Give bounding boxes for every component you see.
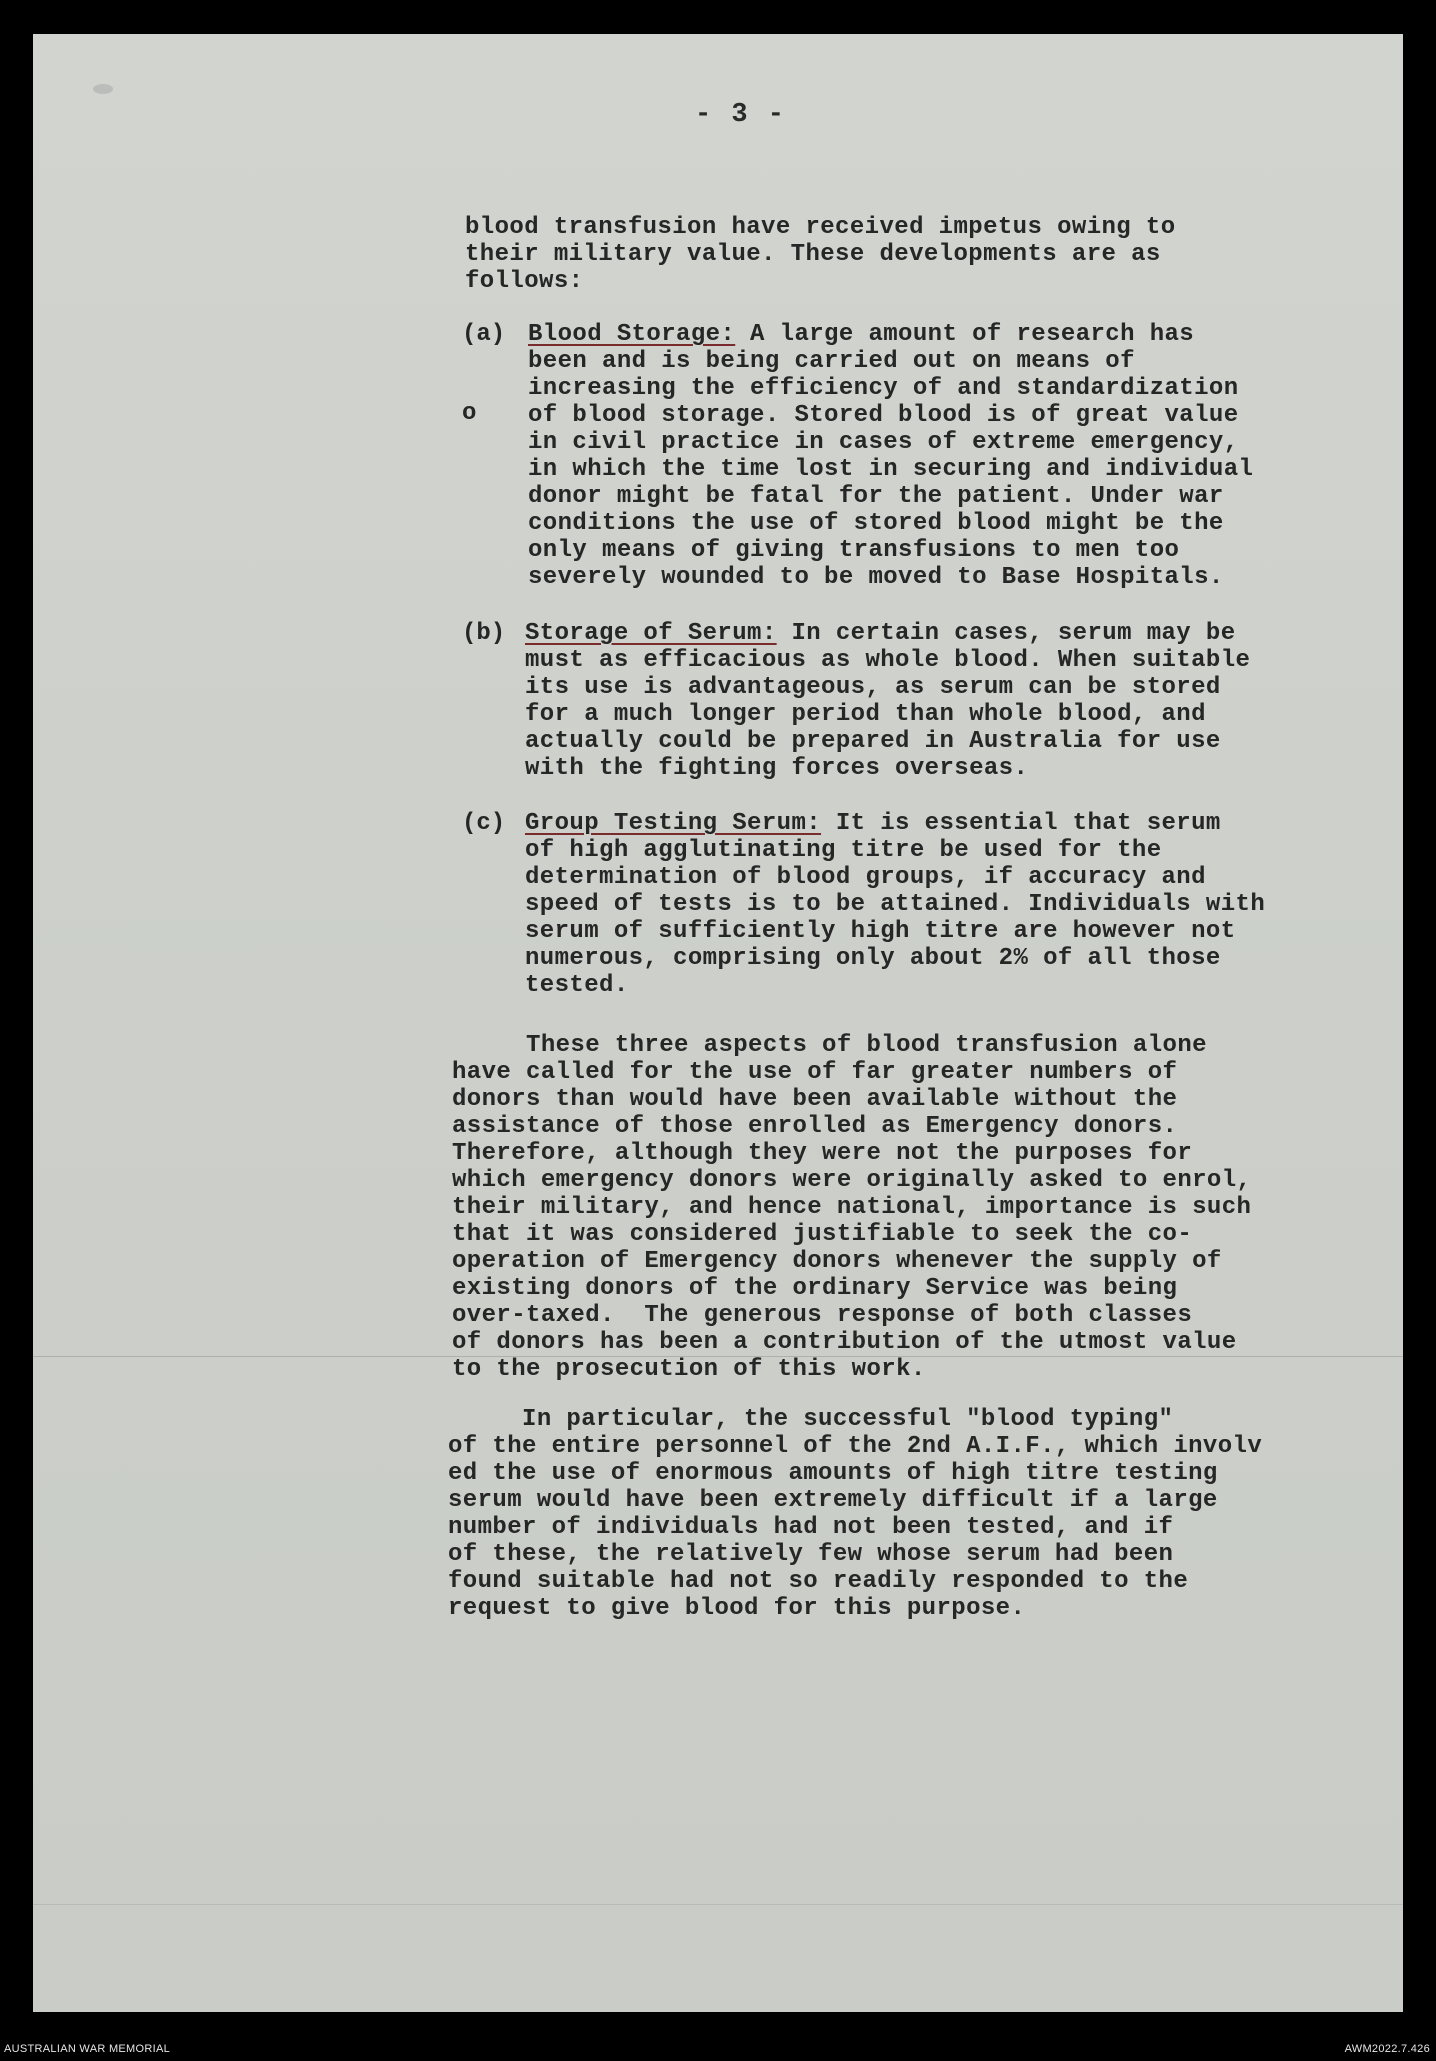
paragraph-blood-typing-line: ed the use of enormous amounts of high titre testing [448, 1460, 1218, 1487]
paragraph-three-aspects-line: their military, and hence national, importance is such [452, 1194, 1252, 1221]
item-line: determination of blood groups, if accuracy and [525, 864, 1206, 891]
item-first-line [528, 321, 1253, 348]
item-heading: Group Testing Serum: [525, 810, 822, 837]
item-first-line [525, 810, 1265, 837]
item-line: conditions the use of stored blood might be the [528, 510, 1224, 537]
item-line: in civil practice in cases of extreme emergency, [528, 429, 1239, 456]
item-line: actually could be prepared in Australia for use [525, 728, 1221, 755]
page-number: - 3 - [695, 100, 787, 130]
item-c-marker: (c) [462, 810, 506, 837]
paragraph-three-aspects-line: of donors has been a contribution of the utmost value [452, 1329, 1237, 1356]
item-b-marker: (b) [462, 620, 506, 647]
paragraph-three-aspects-line: assistance of those enrolled as Emergency donors. [452, 1113, 1178, 1140]
paragraph-three-aspects-line: existing donors of the ordinary Service was being [452, 1275, 1178, 1302]
footer-accession-number: AWM2022.7.426 [1344, 2043, 1430, 2055]
paragraph-three-aspects-line: over-taxed. The generous response of both classes [452, 1302, 1193, 1329]
paper-smudge [93, 84, 113, 94]
item-line: donor might be fatal for the patient. Under war [528, 483, 1224, 510]
intro-line: follows: [465, 268, 584, 295]
paragraph-three-aspects-line: These three aspects of blood transfusion alone [452, 1032, 1207, 1059]
item-line: only means of giving transfusions to men too [528, 537, 1180, 564]
item-first-line-text: It is essential that serum [821, 810, 1221, 837]
item-c-group-testing-serum [525, 810, 1265, 999]
intro-line: their military value. These developments are as [465, 241, 1161, 268]
item-line: for a much longer period than whole blood, and [525, 701, 1206, 728]
item-line: increasing the efficiency of and standardization [528, 375, 1239, 402]
paragraph-blood-typing-line: request to give blood for this purpose. [448, 1595, 1026, 1622]
item-line: been and is being carried out on means of [528, 348, 1135, 375]
item-line: of high agglutinating titre be used for the [525, 837, 1162, 864]
margin-mark: o [462, 400, 477, 427]
item-line: numerous, comprising only about 2% of all those [525, 945, 1221, 972]
paragraph-three-aspects-line: Therefore, although they were not the purposes for [452, 1140, 1193, 1167]
paragraph-blood-typing-line: number of individuals had not been tested, and if [448, 1514, 1174, 1541]
item-line: of blood storage. Stored blood is of great value [528, 402, 1239, 429]
paragraph-blood-typing-line: found suitable had not so readily responded to the [448, 1568, 1189, 1595]
item-b-storage-of-serum [525, 620, 1250, 782]
paper-fold-line-lower [33, 1904, 1403, 1905]
item-heading: Storage of Serum: [525, 620, 777, 647]
paragraph-three-aspects-line: which emergency donors were originally asked to enrol, [452, 1167, 1252, 1194]
paragraph-three-aspects-line: that it was considered justifiable to seek the co- [452, 1221, 1193, 1248]
item-first-line [525, 620, 1250, 647]
item-line: with the fighting forces overseas. [525, 755, 1029, 782]
item-line: in which the time lost in securing and individual [528, 456, 1254, 483]
item-line: speed of tests is to be attained. Individuals with [525, 891, 1266, 918]
item-first-line-text: In certain cases, serum may be [776, 620, 1236, 647]
intro-line: blood transfusion have received impetus owing to [465, 214, 1176, 241]
paragraph-three-aspects-line: operation of Emergency donors whenever the supply of [452, 1248, 1222, 1275]
paragraph-three-aspects-line: have called for the use of far greater numbers of [452, 1059, 1178, 1086]
paragraph-blood-typing [448, 1406, 1262, 1622]
item-heading: Blood Storage: [528, 321, 736, 348]
paragraph-three-aspects [452, 1032, 1251, 1383]
intro-paragraph [465, 214, 1176, 295]
paragraph-blood-typing-line: of these, the relatively few whose serum had been [448, 1541, 1174, 1568]
paragraph-three-aspects-line: donors than would have been available without the [452, 1086, 1178, 1113]
paragraph-blood-typing-line: serum would have been extremely difficult if a large [448, 1487, 1218, 1514]
item-a-blood-storage [528, 321, 1253, 591]
paragraph-blood-typing-line: In particular, the successful "blood typing" [448, 1406, 1174, 1433]
item-a-marker: (a) [462, 321, 506, 348]
paragraph-three-aspects-line: to the prosecution of this work. [452, 1356, 926, 1383]
item-line: must as efficacious as whole blood. When suitable [525, 647, 1251, 674]
paragraph-blood-typing-line: of the entire personnel of the 2nd A.I.F., which involv [448, 1433, 1263, 1460]
footer-institution: AUSTRALIAN WAR MEMORIAL [4, 2043, 171, 2055]
item-line: its use is advantageous, as serum can be stored [525, 674, 1221, 701]
item-line: tested. [525, 972, 629, 999]
item-line: serum of sufficiently high titre are however not [525, 918, 1236, 945]
item-first-line-text: A large amount of research has [735, 321, 1195, 348]
item-line: severely wounded to be moved to Base Hospitals. [528, 564, 1224, 591]
